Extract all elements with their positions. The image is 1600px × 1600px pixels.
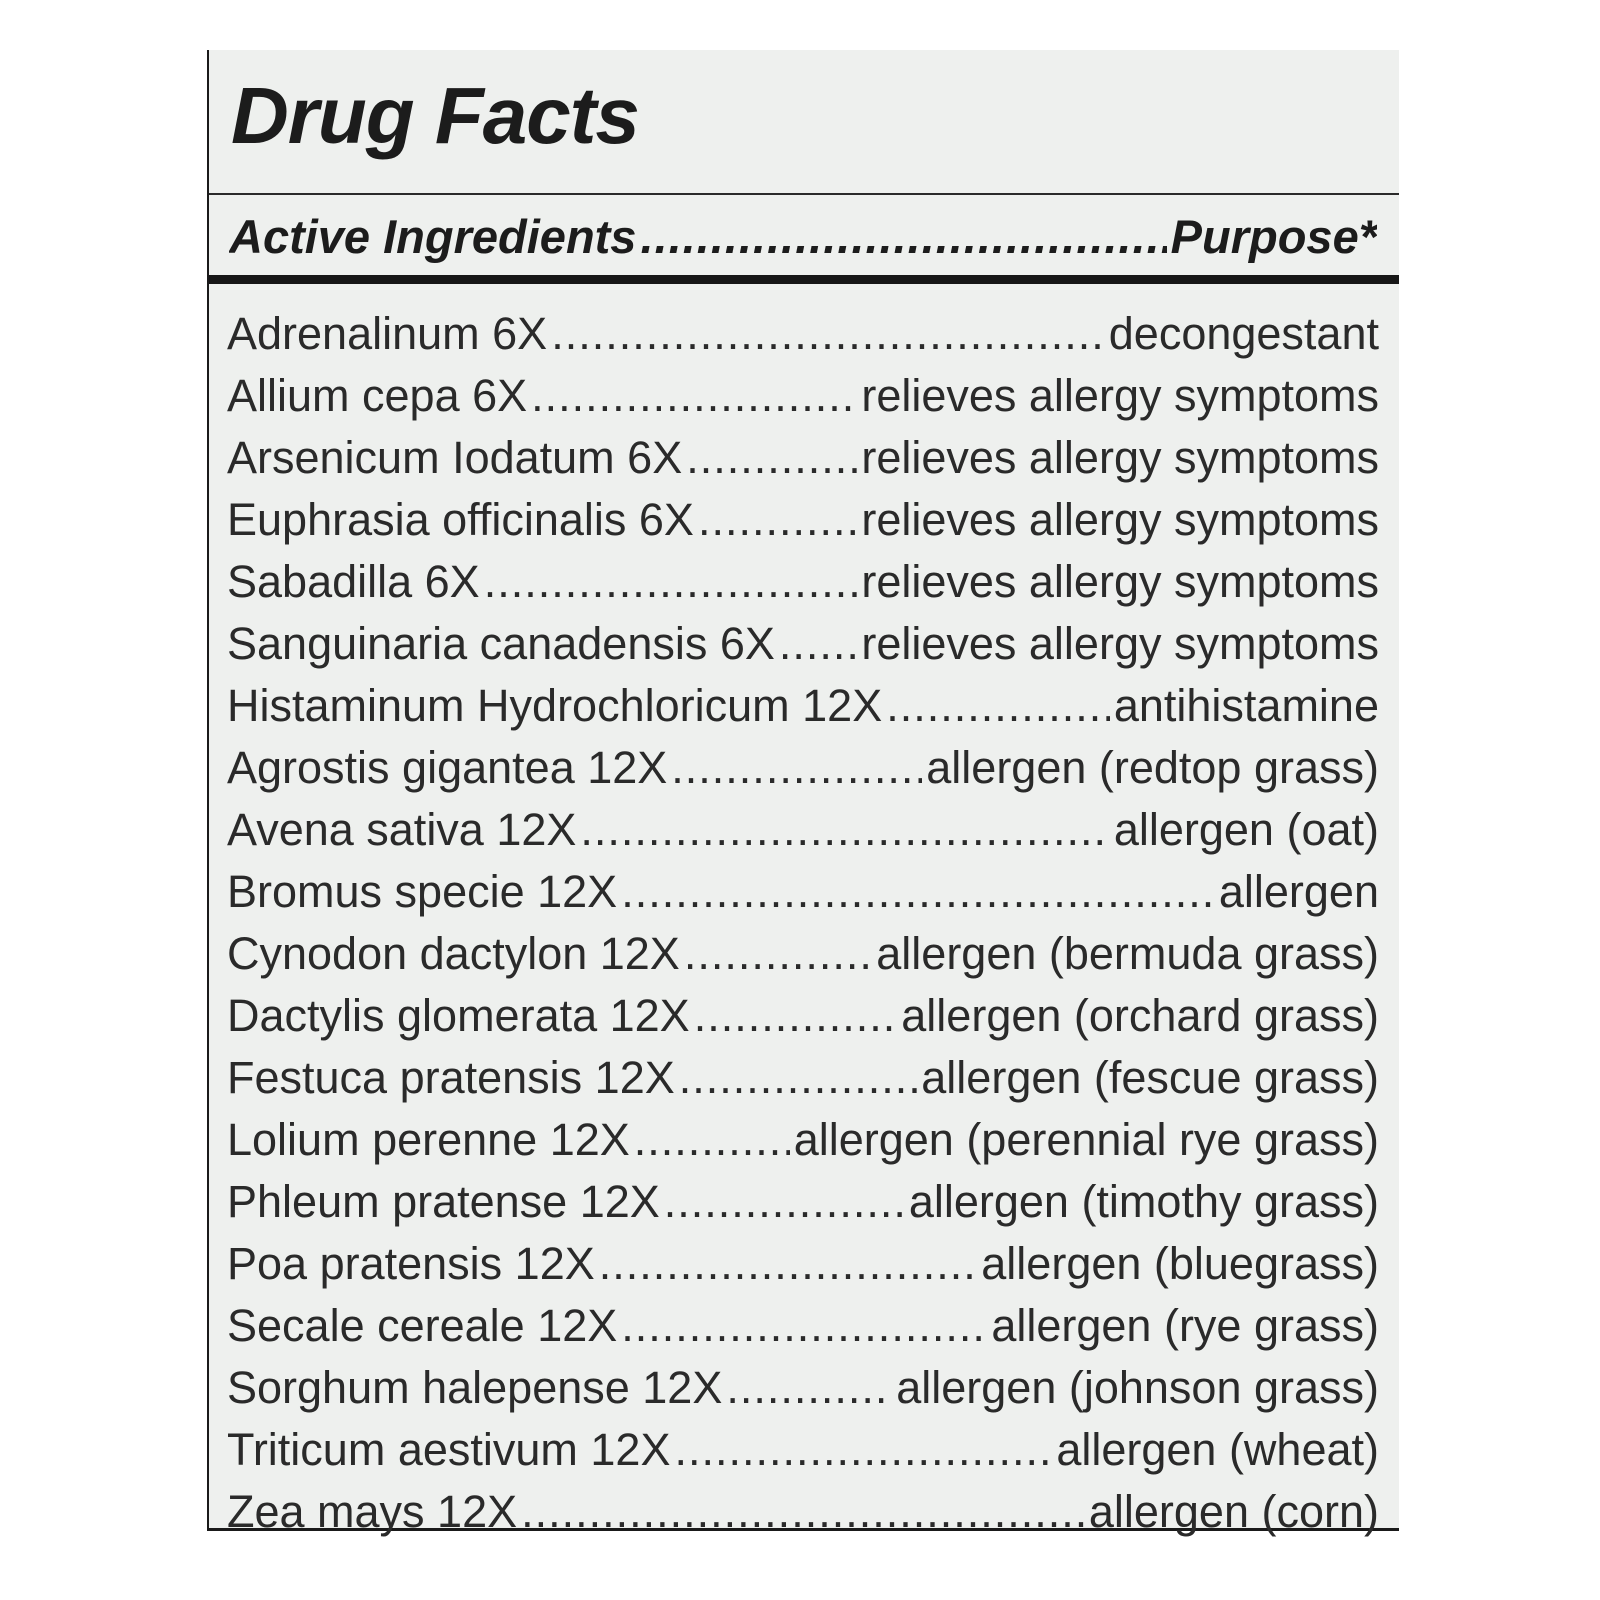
ingredient-name: Zea mays 12X bbox=[227, 1486, 518, 1537]
leader-dots bbox=[686, 427, 857, 489]
ingredient-row bbox=[227, 427, 1379, 489]
ingredient-row bbox=[227, 551, 1379, 613]
ingredient-name: Lolium perenne 12X bbox=[227, 1114, 630, 1165]
ingredient-row bbox=[227, 489, 1379, 551]
leader-dots bbox=[886, 675, 1110, 737]
ingredient-row bbox=[227, 1295, 1379, 1357]
leader-dots bbox=[621, 861, 1215, 923]
ingredient-name: Sorghum halepense 12X bbox=[227, 1362, 723, 1413]
leader-dots bbox=[679, 1047, 918, 1109]
ingredient-row bbox=[227, 1233, 1379, 1295]
header-leader-dots bbox=[640, 208, 1166, 266]
leader-dots bbox=[521, 1481, 1085, 1543]
ingredient-purpose: allergen (redtop grass) bbox=[926, 742, 1379, 793]
ingredient-purpose: allergen (bluegrass) bbox=[981, 1238, 1379, 1289]
ingredient-name: Poa pratensis 12X bbox=[227, 1238, 595, 1289]
leader-dots bbox=[580, 799, 1109, 861]
ingredient-purpose: allergen (perennial rye grass) bbox=[793, 1114, 1379, 1165]
ingredient-purpose: allergen (johnson grass) bbox=[896, 1362, 1379, 1413]
column-header-row bbox=[229, 208, 1377, 266]
leader-dots bbox=[726, 1357, 892, 1419]
ingredient-row bbox=[227, 1357, 1379, 1419]
ingredient-name: Cynodon dactylon 12X bbox=[227, 928, 680, 979]
ingredient-list bbox=[227, 303, 1379, 1543]
leader-dots bbox=[674, 1419, 1052, 1481]
ingredient-name: Phleum pratense 12X bbox=[227, 1176, 660, 1227]
ingredient-name: Sabadilla 6X bbox=[227, 556, 480, 607]
purpose-header: Purpose* bbox=[1170, 210, 1377, 263]
ingredient-row bbox=[227, 799, 1379, 861]
ingredient-name: Triticum aestivum 12X bbox=[227, 1424, 671, 1475]
title-divider bbox=[209, 193, 1399, 195]
leader-dots bbox=[634, 1109, 790, 1171]
leader-dots bbox=[671, 737, 922, 799]
ingredient-name: Adrenalinum 6X bbox=[227, 308, 548, 359]
ingredient-purpose: relieves allergy symptoms bbox=[861, 556, 1379, 607]
ingredient-row bbox=[227, 861, 1379, 923]
ingredient-row bbox=[227, 1047, 1379, 1109]
ingredient-name: Festuca pratensis 12X bbox=[227, 1052, 675, 1103]
ingredient-purpose: allergen (fescue grass) bbox=[921, 1052, 1379, 1103]
ingredient-purpose: allergen (rye grass) bbox=[991, 1300, 1379, 1351]
leader-dots bbox=[484, 551, 858, 613]
ingredient-row bbox=[227, 365, 1379, 427]
header-divider bbox=[209, 275, 1399, 284]
drug-facts-panel bbox=[207, 50, 1399, 1537]
page-title: Drug Facts bbox=[231, 71, 639, 160]
ingredient-purpose: allergen (bermuda grass) bbox=[876, 928, 1379, 979]
ingredient-row bbox=[227, 737, 1379, 799]
leader-dots bbox=[531, 365, 857, 427]
ingredient-purpose: allergen (timothy grass) bbox=[908, 1176, 1379, 1227]
ingredient-purpose: relieves allergy symptoms bbox=[861, 432, 1379, 483]
ingredient-name: Dactylis glomerata 12X bbox=[227, 990, 690, 1041]
ingredient-row bbox=[227, 675, 1379, 737]
leader-dots bbox=[779, 613, 857, 675]
leader-dots bbox=[698, 489, 857, 551]
ingredient-name: Allium cepa 6X bbox=[227, 370, 528, 421]
ingredient-row bbox=[227, 303, 1379, 365]
active-ingredients-header: Active Ingredients bbox=[229, 210, 637, 263]
ingredient-row bbox=[227, 613, 1379, 675]
ingredient-purpose: relieves allergy symptoms bbox=[861, 618, 1379, 669]
leader-dots bbox=[664, 1171, 905, 1233]
ingredient-purpose: relieves allergy symptoms bbox=[861, 494, 1379, 545]
ingredient-purpose: allergen (orchard grass) bbox=[901, 990, 1379, 1041]
leader-dots bbox=[599, 1233, 978, 1295]
ingredient-purpose: allergen bbox=[1218, 866, 1379, 917]
ingredient-row bbox=[227, 1171, 1379, 1233]
ingredient-purpose: relieves allergy symptoms bbox=[861, 370, 1379, 421]
ingredient-name: Secale cereale 12X bbox=[227, 1300, 618, 1351]
ingredient-name: Agrostis gigantea 12X bbox=[227, 742, 668, 793]
ingredient-name: Avena sativa 12X bbox=[227, 804, 577, 855]
leader-dots bbox=[621, 1295, 987, 1357]
ingredient-name: Histaminum Hydrochloricum 12X bbox=[227, 680, 883, 731]
ingredient-purpose: allergen (corn) bbox=[1088, 1486, 1379, 1537]
leader-dots bbox=[551, 303, 1105, 365]
ingredient-name: Bromus specie 12X bbox=[227, 866, 618, 917]
ingredient-row bbox=[227, 923, 1379, 985]
ingredient-row bbox=[227, 1419, 1379, 1481]
ingredient-purpose: antihistamine bbox=[1113, 680, 1379, 731]
ingredient-row bbox=[227, 1481, 1379, 1543]
ingredient-purpose: allergen (wheat) bbox=[1056, 1424, 1379, 1475]
ingredient-name: Euphrasia officinalis 6X bbox=[227, 494, 694, 545]
leader-dots bbox=[684, 923, 872, 985]
ingredient-row bbox=[227, 985, 1379, 1047]
leader-dots bbox=[694, 985, 898, 1047]
ingredient-name: Sanguinaria canadensis 6X bbox=[227, 618, 775, 669]
ingredient-name: Arsenicum Iodatum 6X bbox=[227, 432, 683, 483]
ingredient-row bbox=[227, 1109, 1379, 1171]
ingredient-purpose: allergen (oat) bbox=[1113, 804, 1379, 855]
ingredient-purpose: decongestant bbox=[1108, 308, 1379, 359]
